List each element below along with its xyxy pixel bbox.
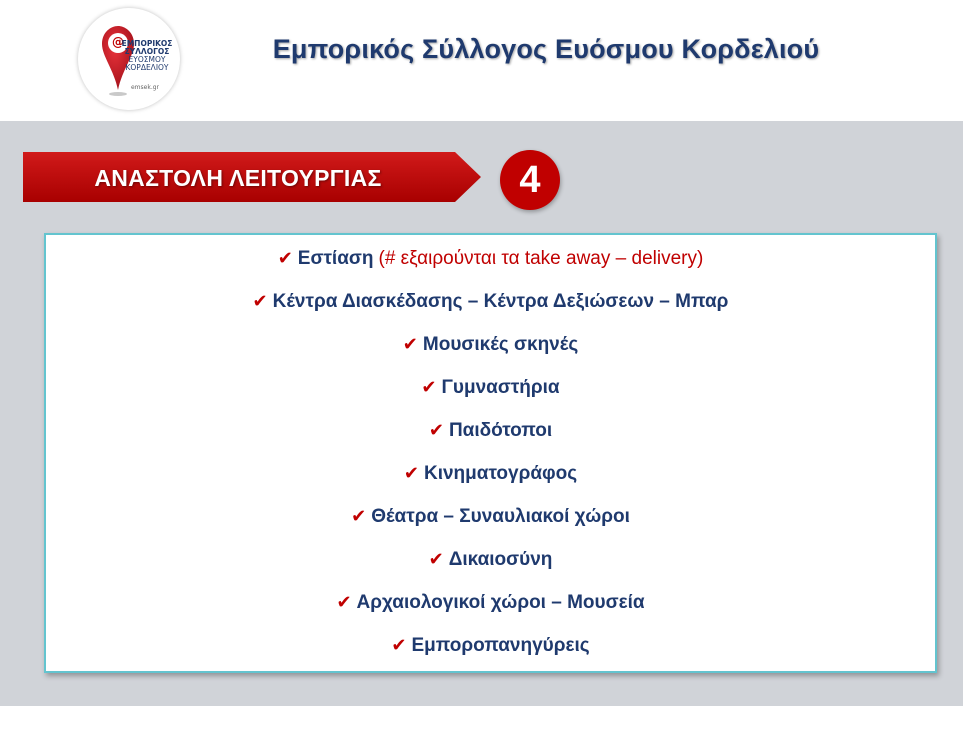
banner-label: ΑΝΑΣΤΟΛΗ ΛΕΙΤΟΥΡΓΙΑΣ: [94, 165, 382, 191]
check-icon: ✔: [402, 334, 418, 355]
list-item-label: Παιδότοποι: [448, 420, 553, 441]
list-item-label: Κινηματογράφος: [423, 463, 578, 484]
list-item: [46, 506, 935, 549]
list-item: [46, 549, 935, 592]
list-item-note: (# εξαιρούνται τα take away – delivery): [378, 248, 704, 269]
closures-list: [46, 248, 935, 678]
list-item: [46, 420, 935, 463]
logo-line-4: ΚΟΡΔΕΛΙΟΥ: [125, 63, 169, 72]
check-icon: ✔: [421, 377, 437, 398]
closures-list-box: [44, 233, 937, 673]
list-item-label: Μουσικές σκηνές: [422, 334, 579, 355]
check-icon: ✔: [277, 248, 293, 269]
list-item: [46, 592, 935, 635]
list-item-label: Κέντρα Διασκέδασης – Κέντρα Δεξιώσεων – Μπαρ: [272, 291, 729, 312]
logo-url: emsek.gr: [130, 84, 159, 91]
list-item-label: Εστίαση: [297, 248, 374, 269]
count-badge: 4: [500, 150, 560, 210]
check-icon: ✔: [351, 506, 367, 527]
list-item-label: Δικαιοσύνη: [448, 549, 553, 570]
list-item: [46, 463, 935, 506]
list-item: [46, 291, 935, 334]
list-item-label: Εμποροπανηγύρεις: [411, 635, 590, 656]
check-icon: ✔: [428, 549, 444, 570]
page-title: Εμπορικός Σύλλογος Ευόσμου Κορδελιού: [272, 34, 820, 64]
check-icon: ✔: [252, 291, 268, 312]
check-icon: ✔: [428, 420, 444, 441]
list-item: [46, 377, 935, 420]
logo-line-3: ΕΥΟΣΜΟΥ: [128, 55, 166, 64]
logo: [78, 8, 180, 110]
check-icon: ✔: [336, 592, 352, 613]
list-item-label: Αρχαιολογικοί χώροι – Μουσεία: [356, 592, 645, 613]
at-icon: @: [112, 35, 124, 49]
list-item: [46, 635, 935, 678]
list-item-label: Γυμναστήρια: [441, 377, 560, 398]
list-item-label: Θέατρα – Συναυλιακοί χώροι: [371, 506, 630, 527]
logo-line-2: ΣΥΛΛΟΓΟΣ: [124, 47, 170, 56]
check-icon: ✔: [403, 463, 419, 484]
logo-line-1: ΕΜΠΟΡΙΚΟΣ: [121, 39, 173, 48]
logo-text: [117, 40, 177, 72]
check-icon: ✔: [391, 635, 407, 656]
list-item: [46, 334, 935, 377]
suspension-banner: [23, 152, 481, 202]
list-item: [46, 248, 935, 291]
